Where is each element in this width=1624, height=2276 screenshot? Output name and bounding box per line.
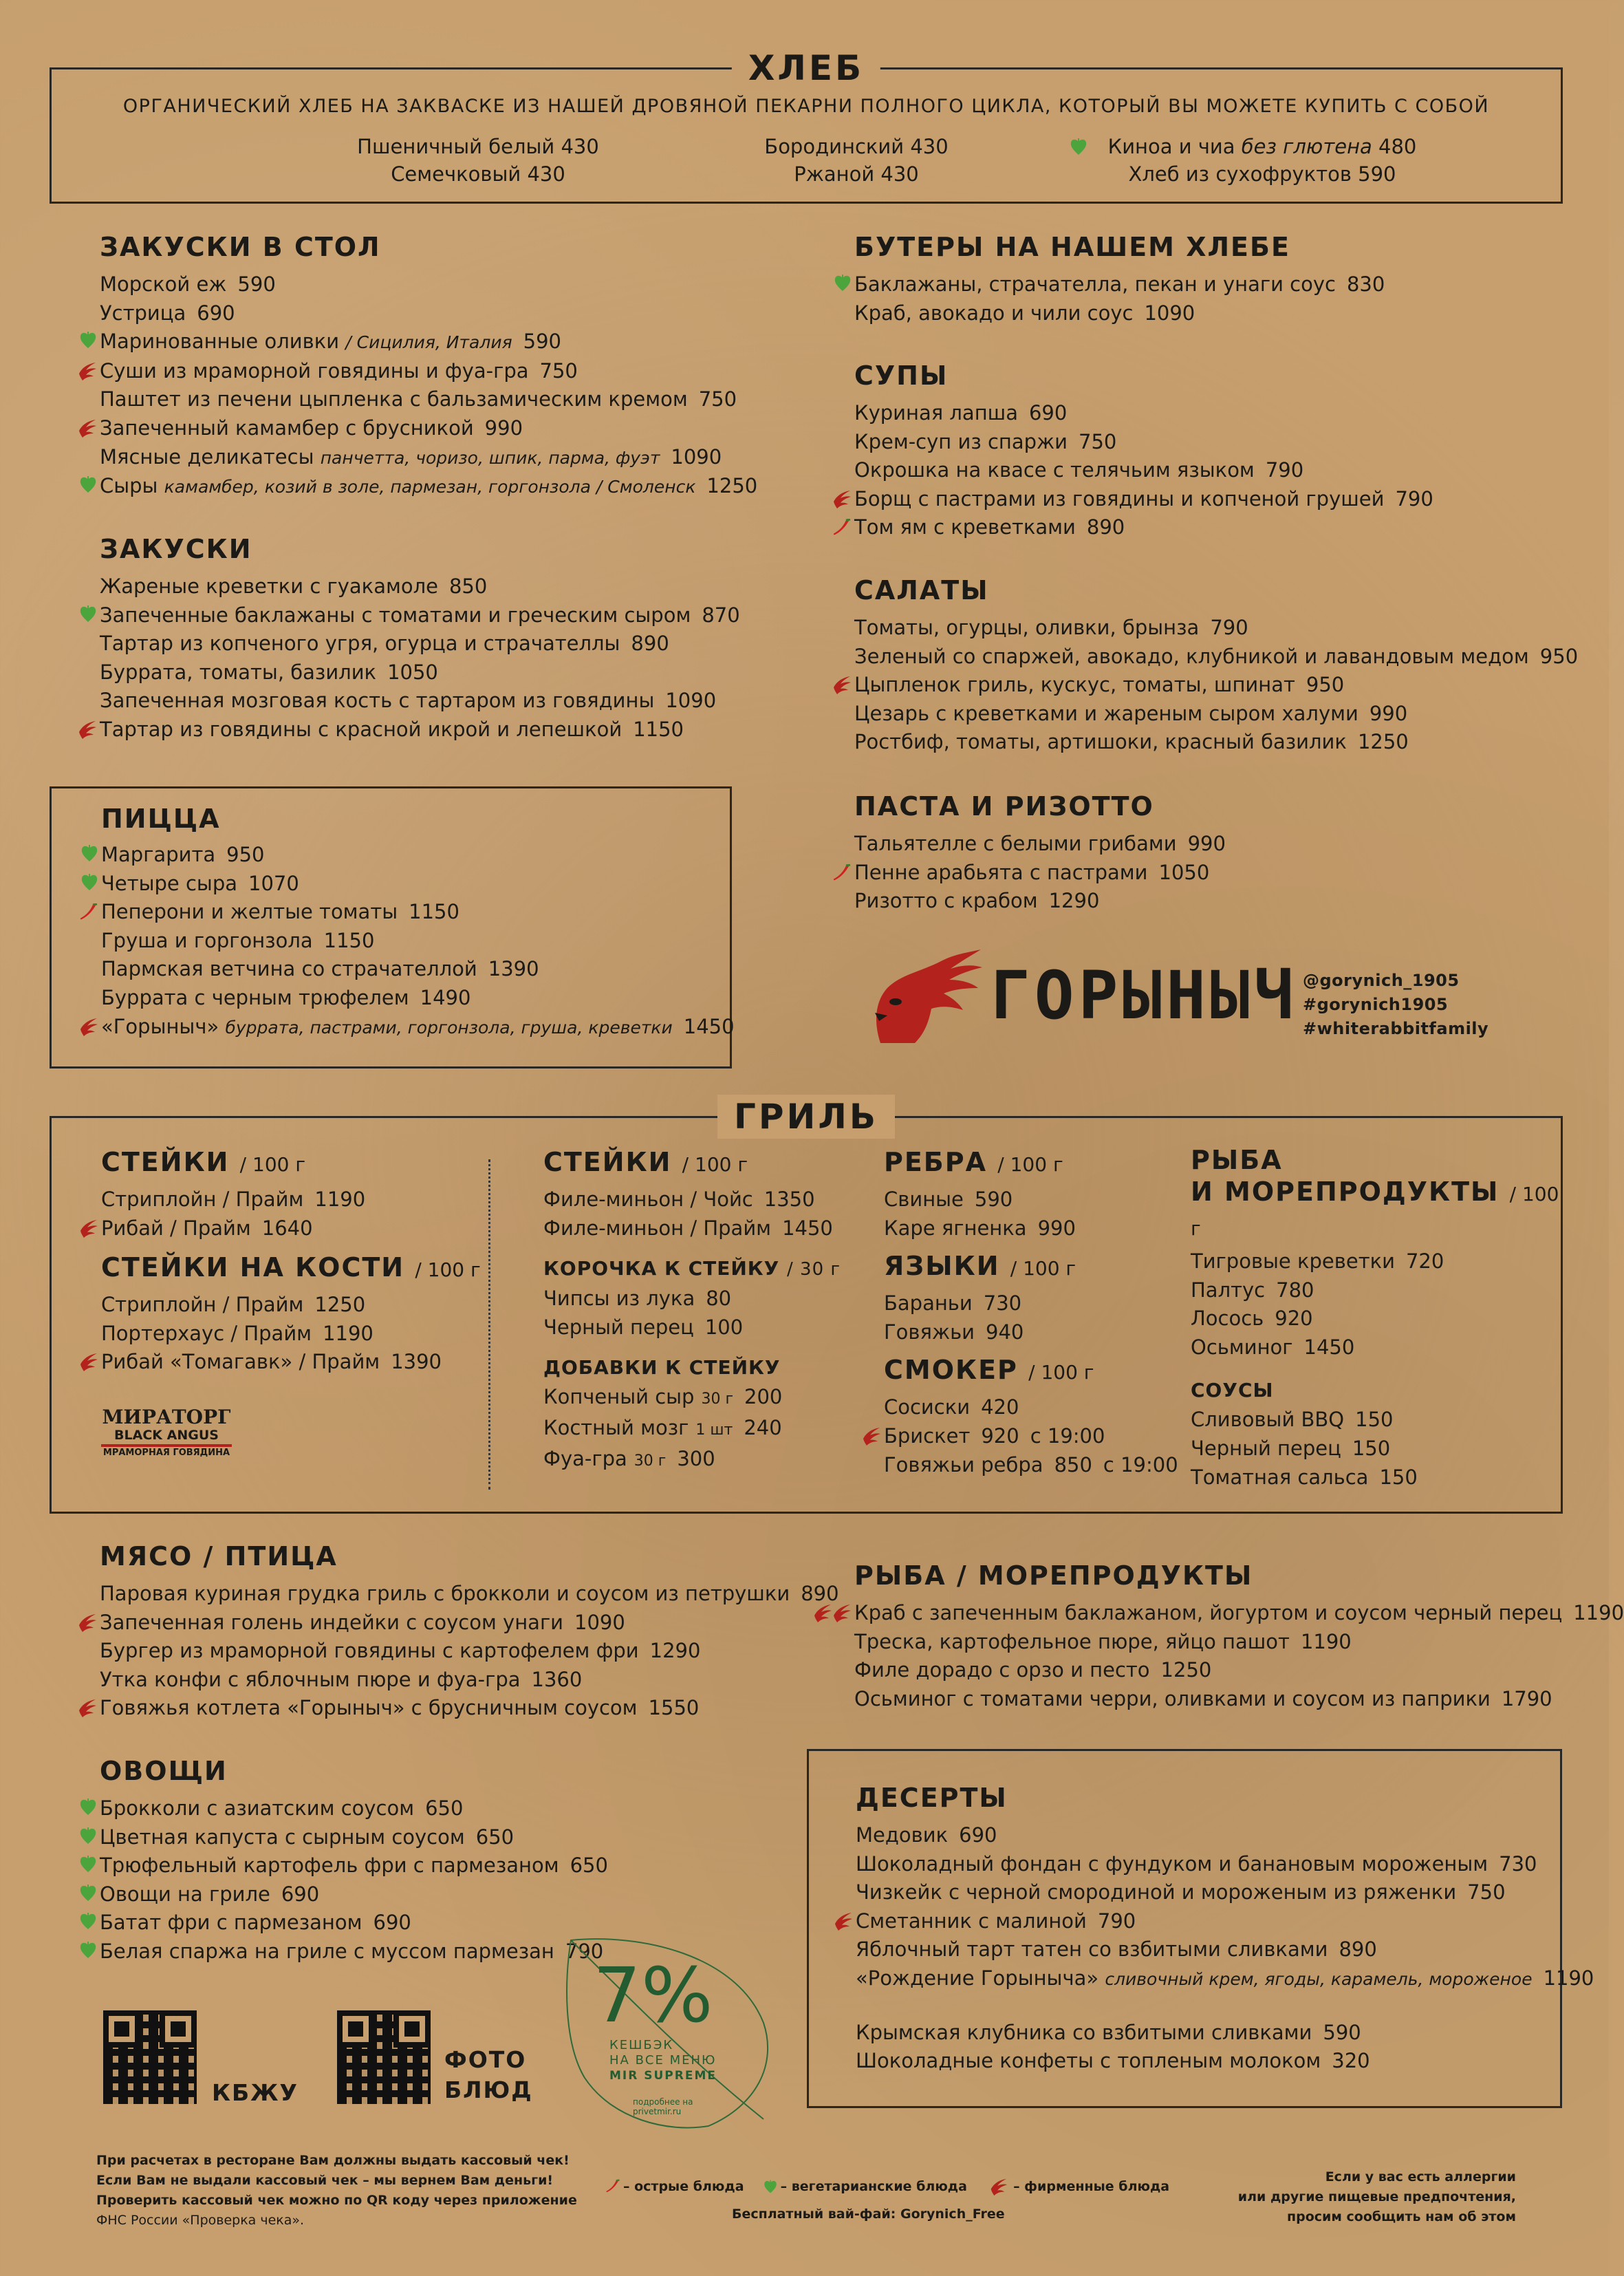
grill-smoker-title: СМОКЕР / 100 г [884,1355,1094,1386]
menu-item: Баклажаны, страчателла, пекан и унаги соус 830 [854,270,1385,299]
qr-label-photo [444,2045,533,2105]
menu-item: Маринованные оливки / Сицилия, Италия 590 [100,328,757,357]
cashback-badge [557,1926,777,2133]
vegetarian-icon [79,330,97,350]
menu-item: Сливовый BBQ 150 [1191,1408,1394,1432]
desserts-section [807,1749,1594,2108]
footer-line: Если у вас есть аллергии [1325,2169,1516,2184]
menu-item: Окрошка на квасе с телячьим языком 790 [854,458,1304,482]
salads-section [854,572,1578,757]
menu-item: Стриплойн / Прайм 1190 [101,1188,366,1211]
footer-wifi: Бесплатный вай-фай: Gorynich_Free [732,2207,1005,2222]
section-title: ДЕСЕРТЫ [856,1783,1008,1813]
section-title: ЗАКУСКИ В СТОЛ [100,232,381,262]
menu-item: Тартар из копченого угря, огурца и страчателлы 890 [100,632,669,656]
signature-icon [812,1602,832,1624]
soups-section [854,358,1433,542]
section-title: РЫБА / МОРЕПРОДУКТЫ [854,1560,1253,1591]
menu-item: Устрица 690 [100,301,235,325]
menu-item: Рибай «Томагавк» / Прайм 1390 [101,1348,481,1377]
menu-item: Томатная сальса 150 [1191,1465,1418,1489]
menu-item: Овощи на гриле 690 [100,1880,608,1909]
menu-item: Жареные креветки с гуакамоле 850 [100,575,488,598]
menu-item: Брискет 920 с 19:00 [884,1422,1178,1451]
footer-line: Проверить кассовый чек можно по QR коду через приложение [96,2193,577,2208]
footer-legend [605,2177,1169,2197]
pasta-section [854,788,1226,916]
menu-item: Запеченный камамбер с брусникой 990 [100,414,757,443]
brand-tag: #whiterabbitfamily [1303,1019,1489,1038]
meat-section [100,1538,839,1723]
menu-item: Цветная капуста с сырным соусом 650 [100,1823,608,1852]
menu-item: Бараньи 730 [884,1291,1022,1316]
brand-logo [853,947,1298,1050]
cashback-brand: MIR SUPREME [609,2069,717,2083]
menu-item: Копченый сыр 30 г 200 [543,1385,783,1409]
menu-item: «Рождение Горыныча» сливочный крем, ягоды, карамель, мороженое 1190 [856,1966,1594,1990]
grill-fish-title2: И МОРЕПРОДУКТЫ / 100 г [1191,1177,1559,1240]
menu-item: Осьминог 1450 [1191,1335,1355,1359]
miratorg-line: МИРАТОРГ [102,1405,231,1428]
signature-icon [831,1602,852,1624]
bread-item: Хлеб из сухофруктов 590 [1128,162,1396,186]
butery-section [854,229,1385,328]
menu-item: Крымская клубника со взбитыми сливками 590 [856,2020,1361,2044]
zakuski-v-stol-section [100,229,757,502]
signature-icon [860,1425,881,1447]
spicy-icon [605,2179,620,2194]
signature-icon [78,1351,98,1373]
bread-subtitle: ОРГАНИЧЕСКИЙ ХЛЕБ НА ЗАКВАСКЕ ИЗ НАШЕЙ ДРОВЯНОЙ ПЕКАРНИ ПОЛНОГО ЦИКЛА, КОТОРЫЙ ВЫ МОЖЕТЕ КУПИТЬ С СОБОЙ [122,96,1490,117]
menu-item: Трюфельный картофель фри с пармезаном 650 [100,1851,608,1880]
menu-item: Маргарита 950 [101,841,735,870]
bread-col-3 [1070,133,1455,188]
menu-item: Тартар из говядины с красной икрой и лепешкой 1150 [100,716,740,744]
signature-icon [832,1910,853,1932]
menu-item: Пармская ветчина со страчателлой 1390 [101,957,539,981]
miratorg-logo [101,1407,232,1459]
brand-tag: @gorynich_1905 [1303,971,1460,990]
section-title: ЗАКУСКИ [100,534,252,564]
cashback-percent: 7% [593,1951,713,2039]
signature-icon [76,718,97,740]
menu-item: Портерхаус / Прайм 1190 [101,1321,373,1345]
signature-icon [76,1611,97,1633]
menu-item: Груша и горгонзола 1150 [101,928,375,952]
grill-steaks2-title: СТЕЙКИ / 100 г [543,1147,748,1177]
grill-crust-title: КОРОЧКА К СТЕЙКУ / 30 г [543,1257,841,1280]
menu-item: Шоколадный фондан с фундуком и банановым мороженым 730 [856,1851,1537,1876]
grill-addons-title: ДОБАВКИ К СТЕЙКУ [543,1356,781,1379]
menu-item: Краб с запеченным баклажаном, йогуртом и соусом черный перец 1190 [854,1599,1624,1628]
zakuski-section [100,531,740,744]
section-title: ОВОЩИ [100,1756,228,1786]
menu-item: Говяжьи 940 [884,1320,1024,1344]
menu-item: Зеленый со спаржей, авокадо, клубникой и лавандовым медом 950 [854,644,1579,668]
menu-item: Свиные 590 [884,1188,1013,1211]
section-title: ПИЦЦА [101,804,221,834]
legend-spicy: – острые блюда [605,2179,744,2194]
menu-item: Борщ с пастрами из говядины и копченой грушей 790 [854,485,1433,514]
menu-item: Цезарь с креветками и жареным сыром халуми 990 [854,701,1408,725]
vegetarian-icon [1070,137,1087,156]
brand-name: ГОРЫНЫЧ [990,957,1298,1034]
vegetarian-icon [834,273,852,292]
menu-item: Черный перец 100 [543,1315,744,1339]
section-title: БУТЕРЫ НА НАШЕМ ХЛЕБЕ [854,232,1290,262]
menu-item: Пеперони и желтые томаты 1150 [101,898,735,927]
spicy-icon [832,864,852,882]
menu-item: Цыпленок гриль, кускус, томаты, шпинат 950 [854,671,1578,700]
menu-item: Ризотто с крабом 1290 [854,889,1100,913]
signature-icon [78,1016,98,1038]
menu-item: Лосось 920 [1191,1307,1313,1331]
cashback-line: КЕШБЭК [609,2038,674,2052]
grill-bone-steaks-title: СТЕЙКИ НА КОСТИ / 100 г [101,1252,481,1283]
menu-item: Четыре сыра 1070 [101,870,735,899]
menu-item: Суши из мраморной говядины и фуа-гра 750 [100,357,757,386]
bread-item: Бородинский 430 [764,135,949,158]
footer-receipt-note [96,2151,577,2231]
signature-icon [76,417,97,439]
signature-icon [76,1697,97,1719]
spicy-icon [832,519,852,537]
menu-item: Каре ягненка 990 [884,1216,1076,1240]
brand-tag: #gorynich1905 [1303,995,1449,1014]
menu-item: Ростбиф, томаты, артишоки, красный базилик 1250 [854,730,1409,754]
menu-item: Белая спаржа на гриле с муссом пармезан 790 [100,1937,608,1966]
menu-item: Рибай / Прайм 1640 [101,1214,481,1243]
menu-item: Мясные деликатесы панчетта, чоризо, шпик, парма, фуэт 1090 [100,444,722,469]
menu-item: Запеченная голень индейки с соусом унаги 1090 [100,1609,839,1638]
menu-item: Тигровые креветки 720 [1191,1249,1444,1273]
cashback-line: НА ВСЕ МЕНЮ [609,2053,717,2068]
vegetarian-icon [79,1883,97,1902]
menu-item: Говяжья котлета «Горыныч» с брусничным соусом 1550 [100,1694,839,1723]
grill-title: ГРИЛЬ [717,1095,895,1139]
signature-icon [76,360,97,382]
cashback-text [609,2038,717,2083]
section-title: МЯСО / ПТИЦА [100,1541,338,1571]
footer-line: просим сообщить нам об этом [1287,2209,1516,2224]
vegetarian-icon [79,1826,97,1845]
menu-item: Треска, картофельное пюре, яйцо пашот 1190 [854,1629,1352,1653]
legend-signature: – фирменные блюда [986,2179,1169,2194]
bread-item: Киноа и чиа без глютена 480 [1070,133,1455,160]
grill-fish-title1: РЫБА [1191,1145,1283,1175]
menu-item: Стриплойн / Прайм 1250 [101,1293,366,1317]
menu-item: Морской еж 590 [100,272,276,296]
menu-item: Брокколи с азиатским соусом 650 [100,1794,608,1823]
signature-icon [986,2176,1010,2197]
legend-veg: – вегетарианские блюда [763,2179,967,2194]
grill-section [50,1097,1563,1514]
pizza-section [50,786,735,1069]
grill-sauces-title: СОУСЫ [1191,1379,1274,1402]
menu-item: Крем-суп из спаржи 750 [854,429,1117,453]
bread-section [50,48,1563,204]
menu-item: «Горыныч» буррата, пастрами, горгонзола, груша, креветки 1450 [101,1013,735,1042]
section-title: СУПЫ [854,361,949,391]
menu-item: Сыры камамбер, козий в золе, пармезан, горгонзола / Смоленск 1250 [100,472,757,502]
menu-item: Чизкейк с черной смородиной и мороженым из ряженки 750 [856,1880,1506,1904]
bread-item: Пшеничный белый 430 [357,135,599,158]
bread-col-1 [299,133,657,188]
brand-tags [1303,969,1488,1041]
bread-item: Семечковый 430 [391,162,565,186]
vegetarian-icon [763,2179,778,2194]
miratorg-line: МРАМОРНАЯ ГОВЯДИНА [102,1447,230,1458]
menu-item: Запеченные баклажаны с томатами и греческим сыром 870 [100,601,740,630]
signature-icon [78,1217,98,1239]
menu-item: Фуа-гра 30 г 300 [543,1446,715,1470]
vegetarian-icon [80,872,98,892]
menu-item: Сосиски 420 [884,1395,1019,1419]
menu-item: Запеченная мозговая кость с тартаром из говядины 1090 [100,689,717,713]
footer-line: При расчетах в ресторане Вам должны выдать кассовый чек! [96,2153,570,2168]
signature-icon [831,488,852,510]
grill-steaks-title: СТЕЙКИ / 100 г [101,1147,306,1177]
menu-item: Медовик 690 [856,1823,997,1847]
footer-line: ФНС России «Проверка чека». [96,2213,305,2228]
menu-item: Яблочный тарт татен со взбитыми сливками 890 [856,1937,1377,1962]
menu-item: Чипсы из лука 80 [543,1287,732,1311]
menu-item: Тальятелле с белыми грибами 990 [854,832,1226,855]
vegetarian-icon [79,1911,97,1931]
menu-item: Краб, авокадо и чили соус 1090 [854,301,1195,325]
gorynych-head-icon [860,947,984,1050]
section-title: САЛАТЫ [854,575,989,605]
footer-line: или другие пищевые предпочтения, [1237,2189,1516,2204]
grill-ribs-title: РЕБРА / 100 г [884,1147,1063,1177]
miratorg-line: BLACK ANGUS [101,1428,232,1447]
vegetarian-icon [79,1854,97,1874]
vegetarian-icon [79,1797,97,1816]
vegetables-section [100,1753,608,1966]
vegetarian-icon [79,1940,97,1960]
menu-item: Том ям с креветками 890 [854,513,1433,542]
menu-item: Паштет из печени цыпленка с бальзамическим кремом 750 [100,387,737,411]
cashback-note: подробнее на privetmir.ru [633,2097,693,2116]
menu-item: Костный мозг 1 шт 240 [543,1415,782,1439]
menu-item: Пенне арабьята с пастрами 1050 [854,859,1226,888]
bread-title: ХЛЕБ [732,46,880,90]
menu-item: Черный перец 150 [1191,1436,1391,1460]
vegetarian-icon [79,604,97,623]
menu-item: Шоколадные конфеты с топленым молоком 320 [856,2049,1370,2073]
qr-label-line: БЛЮД [444,2076,533,2103]
menu-item: Куриная лапша 690 [854,401,1068,425]
menu-item: Палтус 780 [1191,1278,1314,1302]
menu-item: Филе-миньон / Прайм 1450 [543,1216,833,1240]
menu-item: Томаты, огурцы, оливки, брынза 790 [854,616,1248,639]
menu-item: Паровая куриная грудка гриль с брокколи и соусом из петрушки 890 [100,1582,839,1605]
menu-item: Осьминог с томатами черри, оливками и соусом из паприки 1790 [854,1686,1552,1710]
grill-tongues-title: ЯЗЫКИ / 100 г [884,1251,1076,1282]
qr-label-kbju: КБЖУ [212,2079,299,2106]
vegetarian-icon [80,844,98,863]
footer-line: Если Вам не выдали кассовый чек – мы вернем Вам деньги! [96,2173,554,2188]
section-title: ПАСТА И РИЗОТТО [854,791,1154,822]
footer-allergy-note [1238,2167,1516,2227]
menu-item: Буррата, томаты, базилик 1050 [100,660,438,684]
spicy-icon [79,903,98,921]
bread-col-2 [712,133,1001,188]
menu-item: Бургер из мраморной говядины с картофелем фри 1290 [100,1639,701,1663]
vegetarian-icon [79,475,97,494]
grill-divider [488,1159,490,1490]
menu-item: Говяжьи ребра 850 с 19:00 [884,1452,1178,1477]
menu-item: Батат фри с пармезаном 690 [100,1909,608,1937]
bread-item: Ржаной 430 [794,162,919,186]
seafood-section [854,1558,1624,1713]
menu-item: Филе дорадо с орзо и песто 1250 [854,1658,1212,1682]
menu-item: Филе-миньон / Чойс 1350 [543,1188,815,1211]
qr-code-kbju[interactable] [103,2010,197,2104]
signature-icon [831,674,852,696]
menu-item: Буррата с черным трюфелем 1490 [101,985,471,1009]
qr-label-line: ФОТО [444,2046,527,2073]
qr-code-photo[interactable] [337,2010,431,2104]
menu-item: Утка конфи с яблочным пюре и фуа-гра 1360 [100,1667,583,1691]
menu-item: Сметанник с малиной 790 [856,1907,1594,1936]
